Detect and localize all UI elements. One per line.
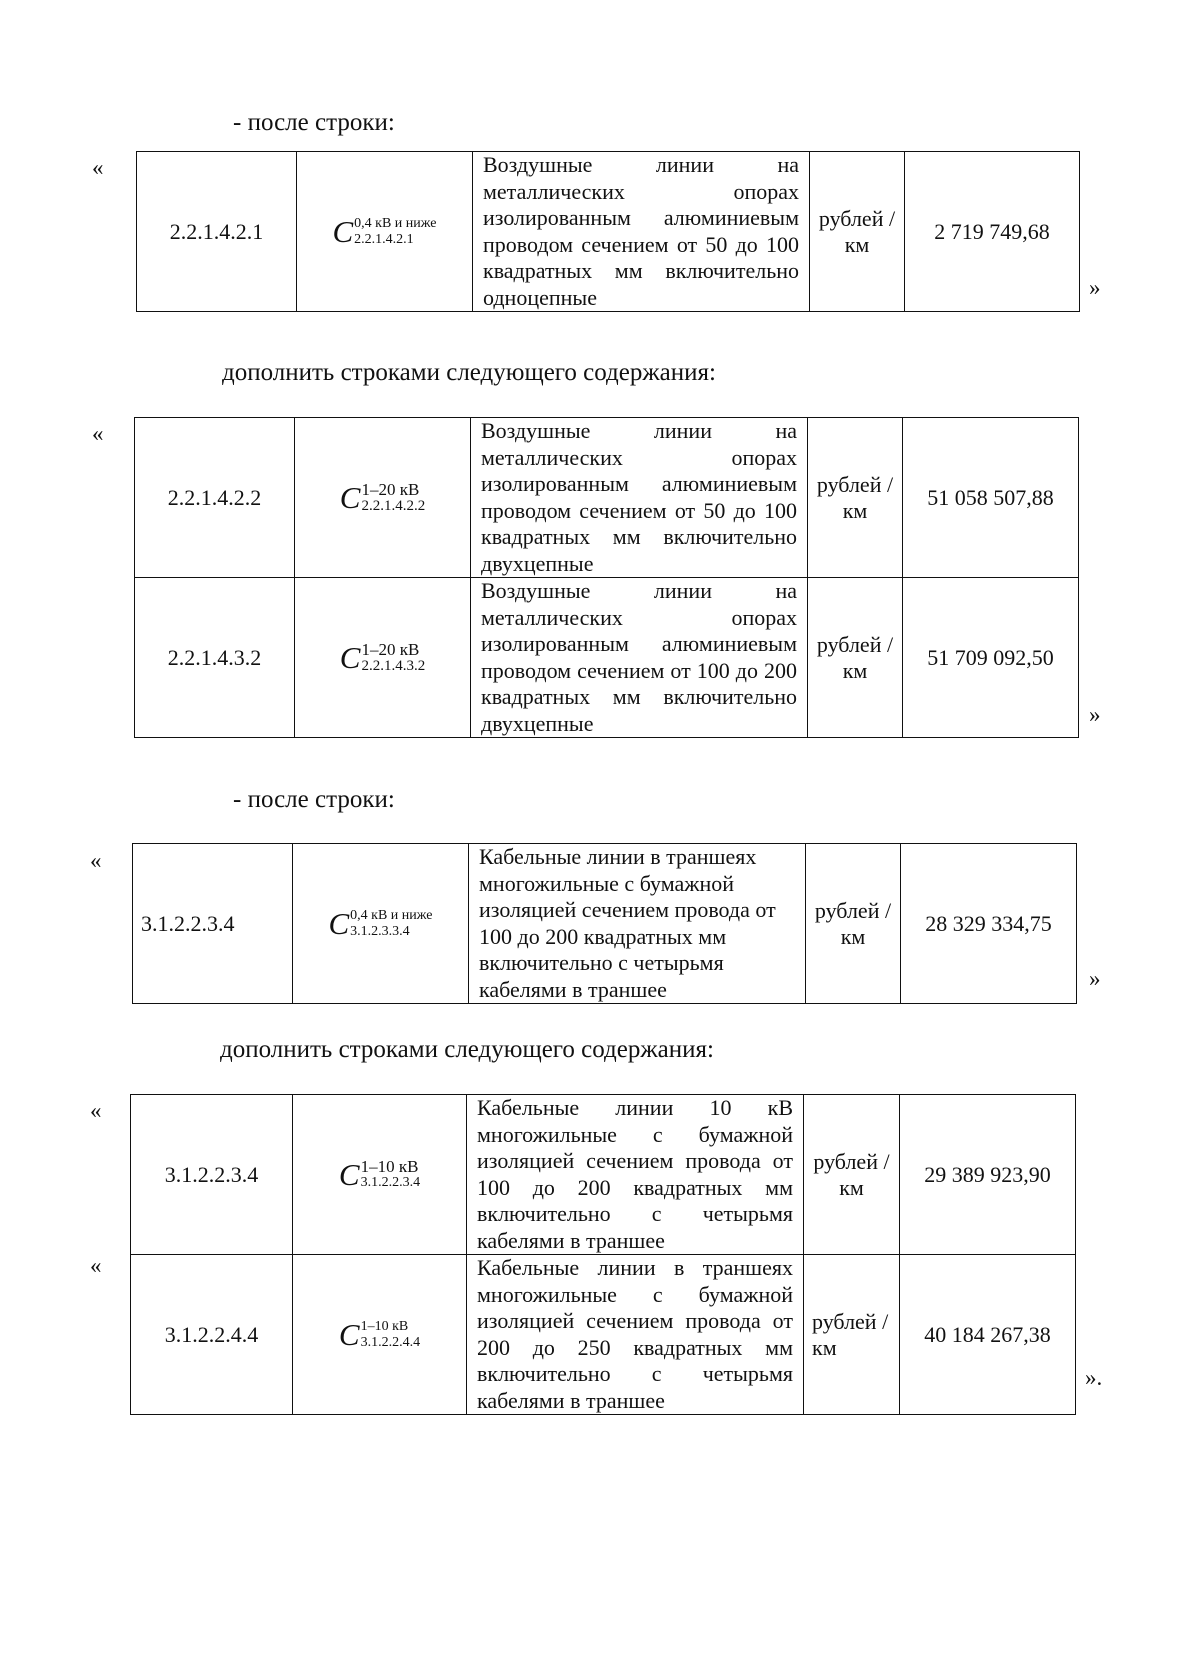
- row-description: Воздушные линии на металлических опорах изолированным алюминиевым проводом сечением от 50 до 100 квадратных мм включительно двухцепные: [471, 418, 808, 578]
- row-code: 3.1.2.2.3.4: [131, 1095, 293, 1255]
- row-value: 40 184 267,38: [900, 1255, 1076, 1415]
- table-3: [132, 843, 1077, 1004]
- row-code: 3.1.2.2.4.4: [131, 1255, 293, 1415]
- table-row: [133, 844, 1077, 1004]
- tariff-symbol: C 1–20 кВ 2.2.1.4.3.2: [295, 578, 471, 738]
- row-value: 51 058 507,88: [903, 418, 1079, 578]
- section-heading: дополнить строками следующего содержания:: [220, 1036, 714, 1063]
- open-quote: «: [90, 1253, 102, 1278]
- tariff-symbol: C 1–10 кВ 3.1.2.2.3.4: [293, 1095, 467, 1255]
- row-code: 2.2.1.4.3.2: [135, 578, 295, 738]
- close-quote: »: [1089, 702, 1101, 727]
- open-quote: «: [92, 421, 104, 446]
- section-heading: дополнить строками следующего содержания:: [222, 359, 716, 386]
- table-row: [135, 578, 1079, 738]
- row-value: 51 709 092,50: [903, 578, 1079, 738]
- tariff-symbol: C 0,4 кВ и ниже 2.2.1.4.2.1: [297, 152, 473, 312]
- section-heading: - после строки:: [233, 786, 395, 813]
- section-heading: - после строки:: [233, 109, 395, 136]
- row-value: 29 389 923,90: [900, 1095, 1076, 1255]
- row-description: Кабельные линии в траншеях многожильные с бумажной изоляцией сечением провода от 200 до 250 квадратных мм включительно с четырьмя кабелями в траншее: [467, 1255, 804, 1415]
- row-value: 2 719 749,68: [905, 152, 1080, 312]
- row-code: 2.2.1.4.2.1: [137, 152, 297, 312]
- row-unit: рублей /км: [810, 152, 905, 312]
- row-code: 2.2.1.4.2.2: [135, 418, 295, 578]
- row-unit: рублей /км: [808, 578, 903, 738]
- open-quote: «: [90, 1098, 102, 1123]
- row-unit: рублей /км: [804, 1095, 900, 1255]
- open-quote: «: [90, 848, 102, 873]
- table-row: [131, 1095, 1076, 1255]
- row-description: Кабельные линии 10 кВ многожильные с бумажной изоляцией сечением провода от 100 до 200 квадратных мм включительно с четырьмя кабелями в траншее: [467, 1095, 804, 1255]
- close-quote-final: ».: [1085, 1365, 1103, 1390]
- table-row: [137, 152, 1080, 312]
- row-description: Воздушные линии на металлических опорах изолированным алюминиевым проводом сечением от 50 до 100 квадратных мм включительно одноцепные: [473, 152, 810, 312]
- row-unit: рублей /км: [806, 844, 901, 1004]
- tariff-symbol: C 1–20 кВ 2.2.1.4.2.2: [295, 418, 471, 578]
- table-row: [135, 418, 1079, 578]
- close-quote: »: [1089, 275, 1101, 300]
- close-quote: »: [1089, 966, 1101, 991]
- row-code: 3.1.2.2.3.4: [133, 844, 293, 1004]
- row-value: 28 329 334,75: [901, 844, 1077, 1004]
- open-quote: «: [92, 155, 104, 180]
- tariff-symbol: C 0,4 кВ и ниже 3.1.2.3.3.4: [293, 844, 469, 1004]
- table-row: [131, 1255, 1076, 1415]
- table-2: [134, 417, 1079, 738]
- tariff-symbol: C 1–10 кВ 3.1.2.2.4.4: [293, 1255, 467, 1415]
- row-unit: рублей /км: [804, 1255, 900, 1415]
- row-description: Воздушные линии на металлических опорах изолированным алюминиевым проводом сечением от 100 до 200 квадратных мм включительно двухцепные: [471, 578, 808, 738]
- row-description: Кабельные линии в траншеях многожильные с бумажной изоляцией сечением провода от 100 до 200 квадратных мм включительно с четырьмя кабелями в траншее: [469, 844, 806, 1004]
- row-unit: рублей /км: [808, 418, 903, 578]
- table-4: [130, 1094, 1076, 1415]
- table-1: [136, 151, 1080, 312]
